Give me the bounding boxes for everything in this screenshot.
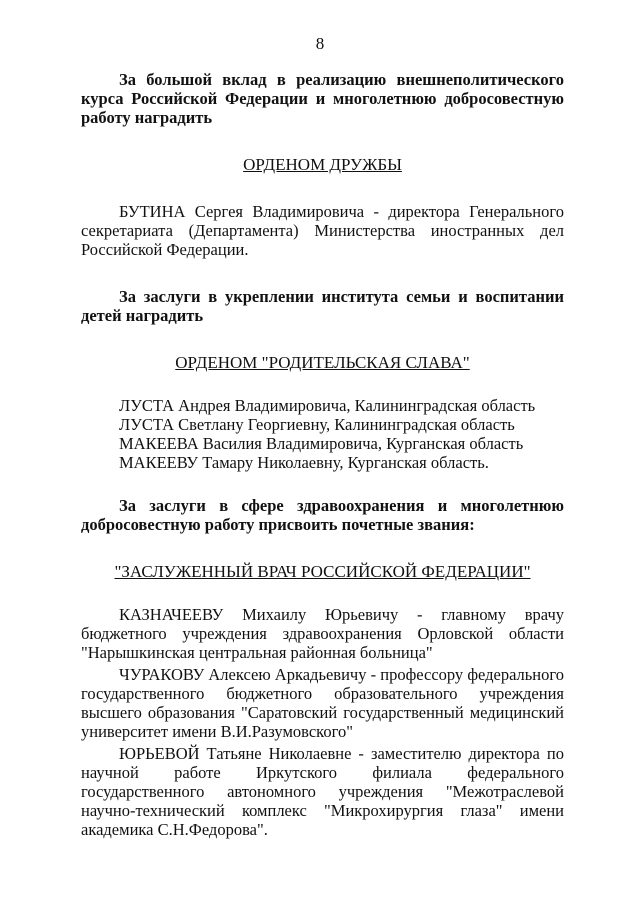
section-1-intro: За большой вклад в реализацию внешнеполитического курса Российской Федерации и многолетнюю добросовестную работу наградить [81, 70, 564, 127]
section-3-entry-3: ЮРЬЕВОЙ Татьяне Николаевне - заместителю директора по научной работе Иркутского филиала федерального государственного автономного учреждения "Межотраслевой научно-технический комплекс "Микрохирургия глаза" имени академика С.Н.Федорова". [81, 744, 564, 839]
section-2-award-title: ОРДЕНОМ "РОДИТЕЛЬСКАЯ СЛАВА" [175, 353, 470, 372]
list-item: МАКЕЕВУ Тамару Николаевну, Курганская область. [119, 453, 489, 472]
section-2-list [81, 396, 564, 472]
document-body [81, 70, 564, 839]
section-1-entry-1: БУТИНА Сергея Владимировича - директора Генерального секретариата (Департамента) Министерства иностранных дел Российской Федерации. [81, 202, 564, 259]
list-item: ЛУСТА Светлану Георгиевну, Калининградская область [119, 415, 515, 434]
section-3-entry-2: ЧУРАКОВУ Алексею Аркадьевичу - профессору федерального государственного бюджетного образовательного учреждения высшего образования "Саратовский государственный медицинский университет имени В.И.Разумовского" [81, 665, 564, 741]
section-1-award-title: ОРДЕНОМ ДРУЖБЫ [243, 155, 402, 174]
page-number: 8 [315, 34, 325, 53]
list-item: ЛУСТА Андрея Владимировича, Калининградская область [119, 396, 536, 415]
section-2-intro: За заслуги в укреплении института семьи и воспитании детей наградить [81, 287, 564, 325]
section-3-intro: За заслуги в сфере здравоохранения и многолетнюю добросовестную работу присвоить почетные звания: [81, 496, 564, 534]
list-item: МАКЕЕВА Василия Владимировича, Курганская область [119, 434, 524, 453]
section-3-entry-1: КАЗНАЧЕЕВУ Михаилу Юрьевичу - главному врачу бюджетного учреждения здравоохранения Орловской области "Нарышкинская центральная районная больница" [81, 605, 564, 662]
section-3-award-title: "ЗАСЛУЖЕННЫЙ ВРАЧ РОССИЙСКОЙ ФЕДЕРАЦИИ" [114, 562, 531, 581]
